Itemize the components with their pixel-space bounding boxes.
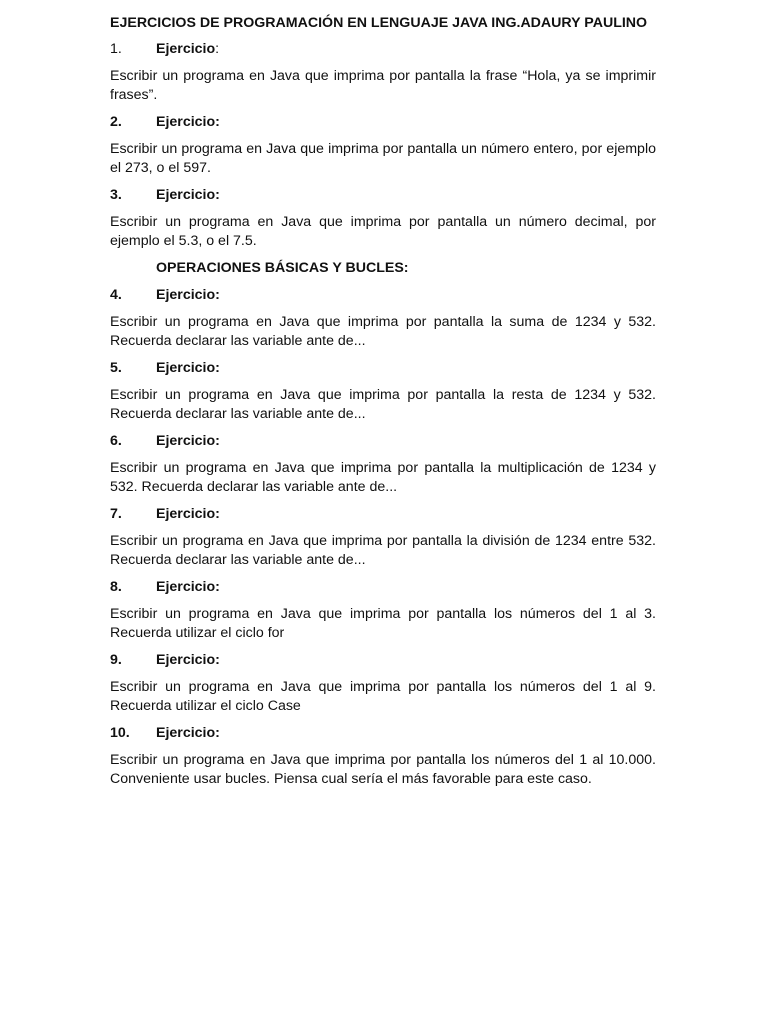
exercise-label: Ejercicio: xyxy=(156,652,220,668)
exercise-9-text: Escribir un programa en Java que imprima por pantalla los números del 1 al 9. Recuerda utilizar el ciclo Case xyxy=(110,679,656,714)
exercise-label: Ejercicio: xyxy=(156,360,220,376)
exercise-number: 4. xyxy=(110,287,122,303)
exercise-1-text: Escribir un programa en Java que imprima por pantalla la frase “Hola, ya se imprimir frases”. xyxy=(110,68,656,103)
exercise-label: Ejercicio: xyxy=(156,114,220,130)
exercise-5-heading xyxy=(110,359,656,377)
exercise-6-heading xyxy=(110,432,656,450)
exercise-label: Ejercicio: xyxy=(156,433,220,449)
exercise-10-heading xyxy=(110,724,656,742)
document-page xyxy=(110,14,656,797)
exercise-number: 2. xyxy=(110,114,122,130)
exercise-2-heading xyxy=(110,113,656,131)
exercise-1-heading xyxy=(110,40,656,58)
document-title: EJERCICIOS DE PROGRAMACIÓN EN LENGUAJE JAVA ING.ADAURY PAULINO xyxy=(110,15,648,31)
exercise-5-text: Escribir un programa en Java que imprima por pantalla la resta de 1234 y 532. Recuerda declarar las variable ante de... xyxy=(110,387,656,422)
exercise-7-heading xyxy=(110,505,656,523)
exercise-number: 7. xyxy=(110,506,122,522)
exercise-number: 1. xyxy=(110,41,122,57)
exercise-2-text: Escribir un programa en Java que imprima por pantalla un número entero, por ejemplo el 273, o el 597. xyxy=(110,141,656,176)
exercise-label: Ejercicio: xyxy=(156,579,220,595)
section-heading: OPERACIONES BÁSICAS Y BUCLES: xyxy=(156,260,409,276)
exercise-number: 9. xyxy=(110,652,122,668)
exercise-10-text: Escribir un programa en Java que imprima por pantalla los números del 1 al 10.000. Conveniente usar bucles. Piensa cual sería el más favorable para este caso. xyxy=(110,752,656,787)
exercise-8-text: Escribir un programa en Java que imprima por pantalla los números del 1 al 3. Recuerda utilizar el ciclo for xyxy=(110,606,656,641)
exercise-6-text: Escribir un programa en Java que imprima por pantalla la multiplicación de 1234 y 532. Recuerda declarar las variable ante de... xyxy=(110,460,656,495)
exercise-number: 10. xyxy=(110,725,130,741)
exercise-4-text: Escribir un programa en Java que imprima por pantalla la suma de 1234 y 532. Recuerda declarar las variable ante de... xyxy=(110,314,656,349)
exercise-8-heading xyxy=(110,578,656,596)
exercise-3-text: Escribir un programa en Java que imprima por pantalla un número decimal, por ejemplo el 5.3, o el 7.5. xyxy=(110,214,656,249)
exercise-number: 6. xyxy=(110,433,122,449)
exercise-label: Ejercicio: xyxy=(156,506,220,522)
exercise-label: Ejercicio: xyxy=(156,287,220,303)
exercise-label: Ejercicio xyxy=(156,41,216,57)
exercise-4-heading xyxy=(110,286,656,304)
exercise-7-text: Escribir un programa en Java que imprima por pantalla la división de 1234 entre 532. Recuerda declarar las variable ante de... xyxy=(110,533,656,568)
exercise-number: 5. xyxy=(110,360,122,376)
exercise-3-heading xyxy=(110,186,656,204)
exercise-9-heading xyxy=(110,651,656,669)
exercise-number: 3. xyxy=(110,187,122,203)
exercise-label: Ejercicio: xyxy=(156,725,220,741)
exercise-label: Ejercicio: xyxy=(156,187,220,203)
exercise-number: 8. xyxy=(110,579,122,595)
exercise-colon: : xyxy=(215,41,220,57)
